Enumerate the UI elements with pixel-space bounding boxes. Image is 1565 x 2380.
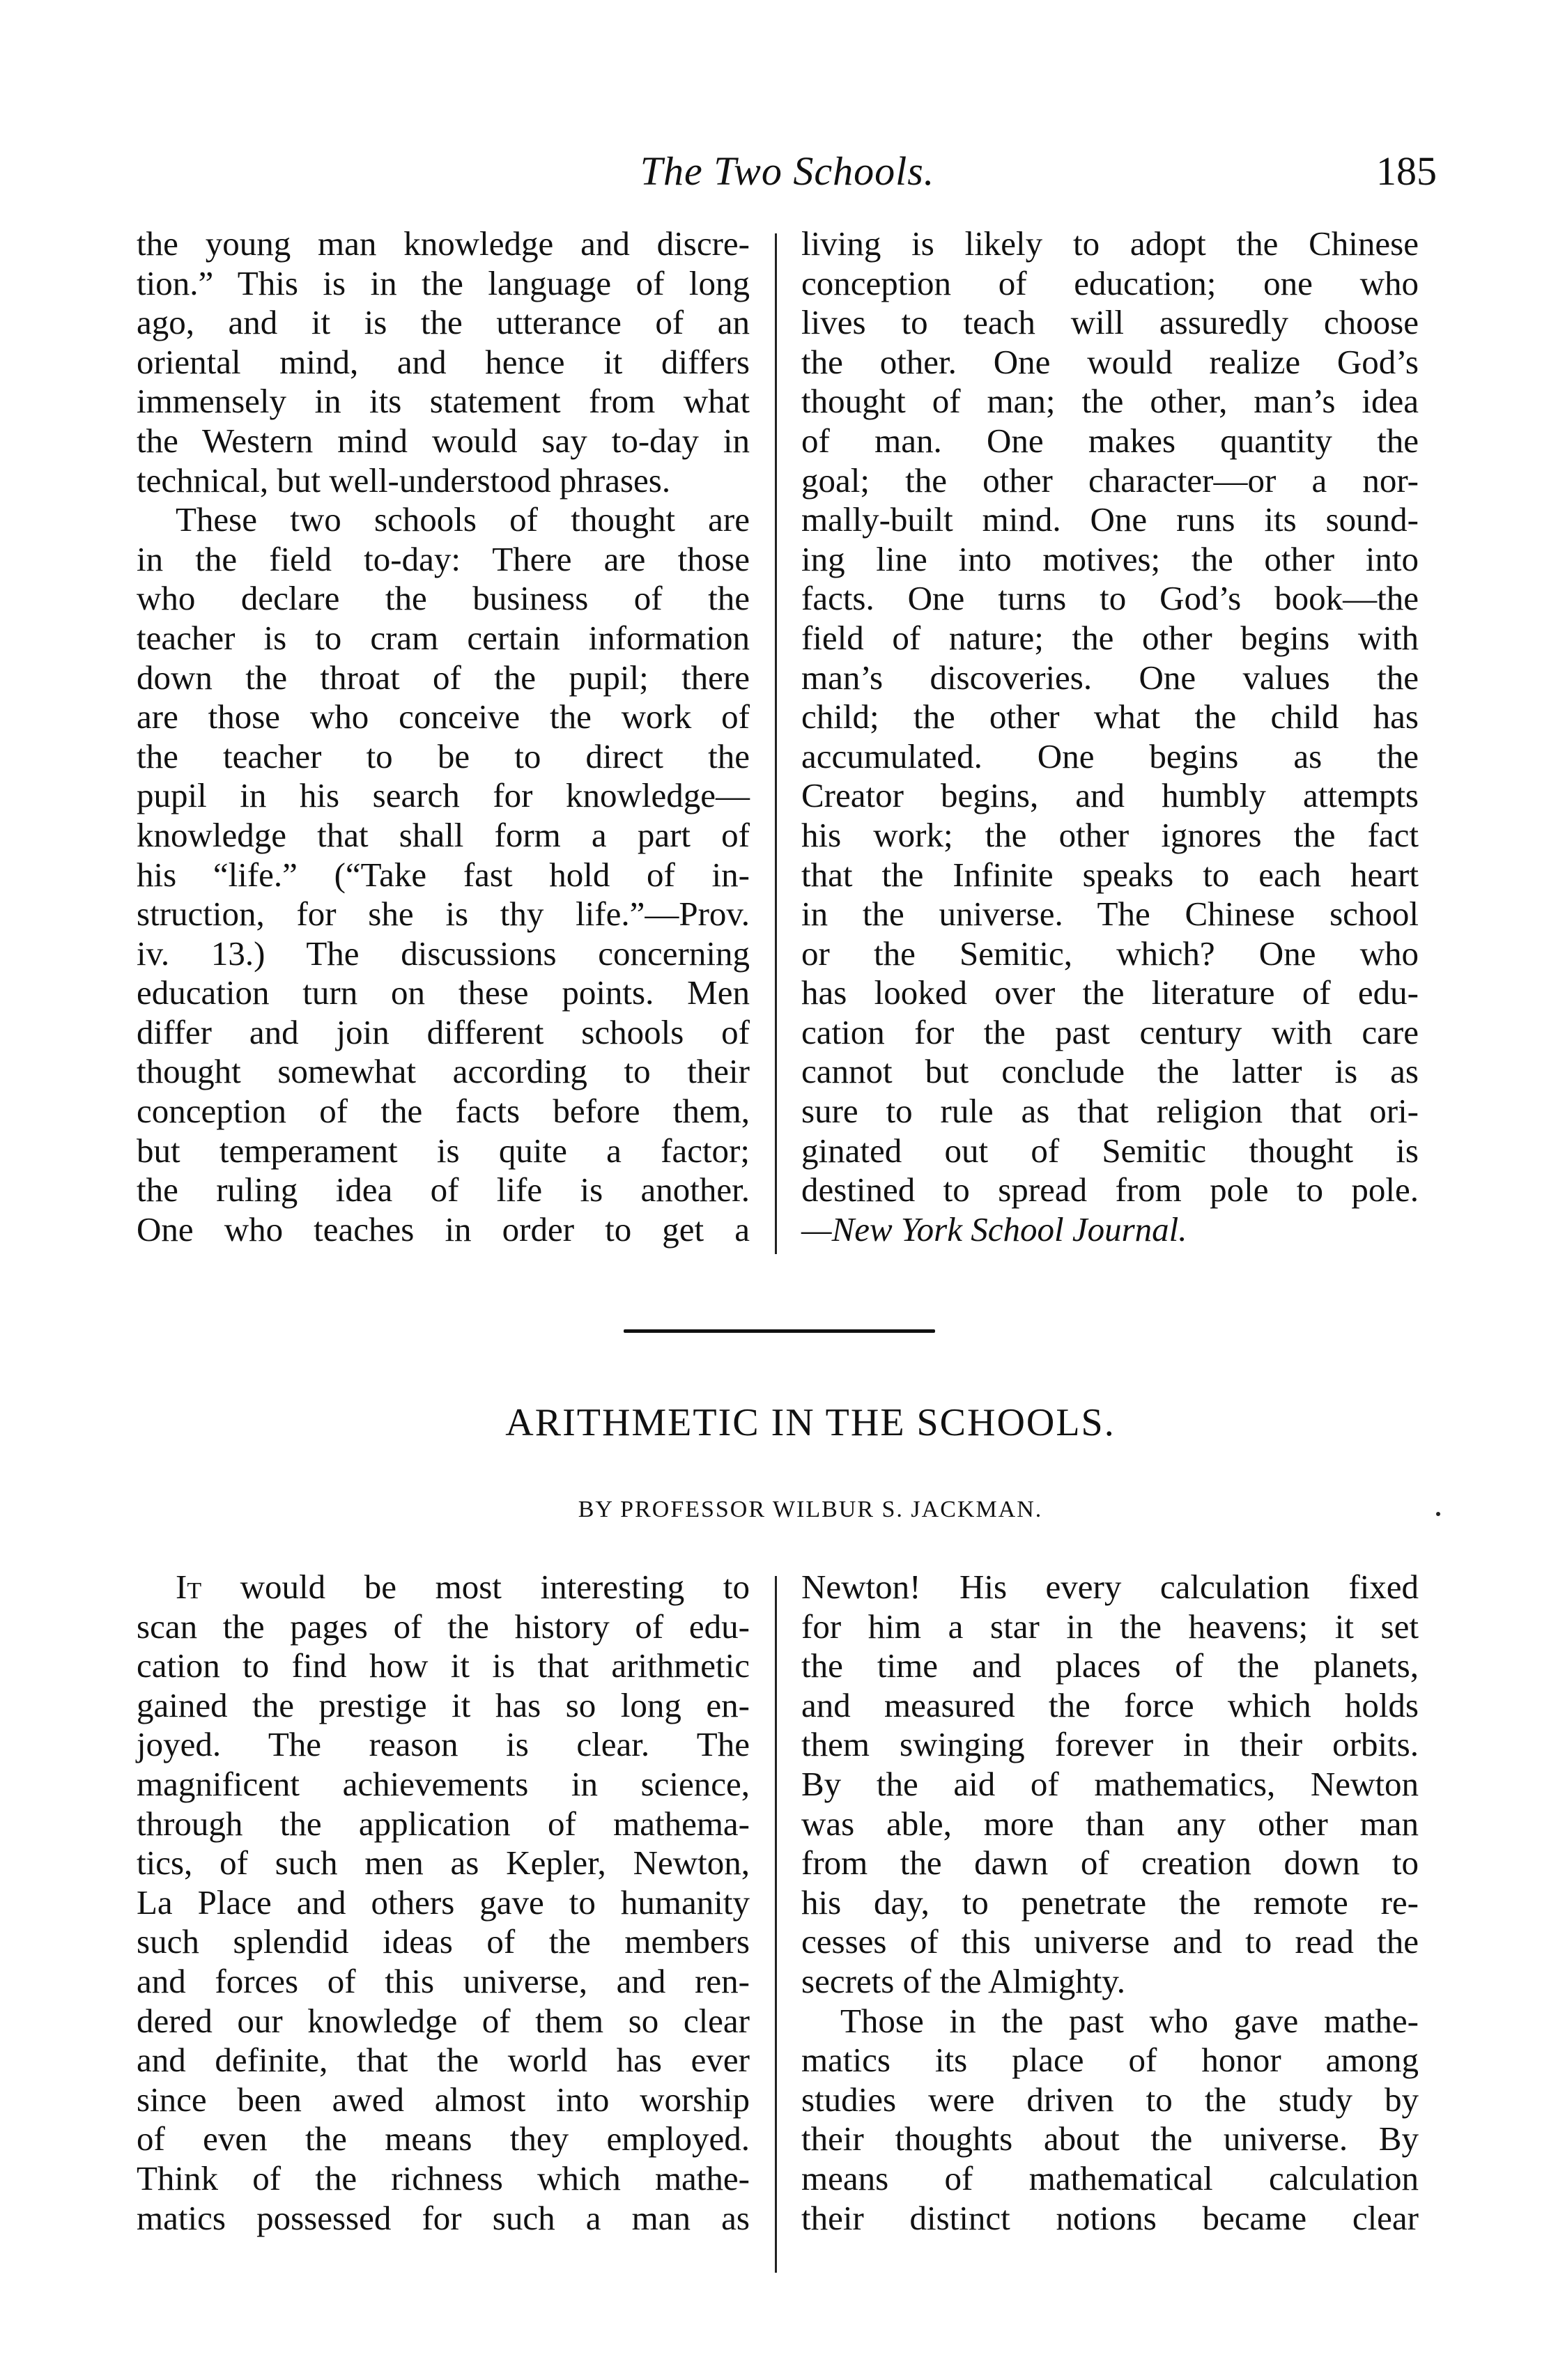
text-line: from the dawn of creation down to (801, 1844, 1419, 1883)
text-line: child; the other what the child has (801, 697, 1419, 736)
text-line: differ and join different schools of (137, 1012, 750, 1051)
text-line: One who teaches in order to get a (137, 1210, 750, 1249)
text-line: them swinging forever in their orbits. (801, 1725, 1419, 1764)
lead-word: It (176, 1568, 202, 1606)
text-line: ginated out of Semitic thought is (801, 1131, 1419, 1170)
article-right-column (801, 1568, 1419, 2238)
text-line: but temperament is quite a factor; (137, 1131, 750, 1170)
text-line: mally-built mind. One runs its sound- (801, 500, 1419, 539)
text-line: and forces of this universe, and ren- (137, 1961, 750, 2000)
text-line: matics possessed for such a man as (137, 2198, 750, 2237)
text-line: has looked over the literature of edu- (801, 973, 1419, 1012)
text-line: of man. One makes quantity the (801, 421, 1419, 460)
text-line: who declare the business of the (137, 579, 750, 618)
text-line: dered our knowledge of them so clear (137, 2001, 750, 2040)
text-line: their distinct notions became clear (801, 2198, 1419, 2237)
text-line: in the universe. The Chinese school (801, 895, 1419, 934)
text-line: Creator begins, and humbly attempts (801, 776, 1419, 815)
text-line: their thoughts about the universe. By (801, 2119, 1419, 2158)
text-line: ing line into motives; the other into (801, 539, 1419, 578)
lead-line-text: would be most interesting to (201, 1568, 750, 1606)
text-line: Think of the richness which mathe- (137, 2158, 750, 2197)
text-line: down the throat of the pupil; there (137, 658, 750, 697)
print-speck (1436, 1512, 1440, 1516)
text-line: living is likely to adopt the Chinese (801, 224, 1419, 263)
paragraph-start-line: Those in the past who gave mathe- (840, 2001, 1419, 2040)
text-line: secrets of the Almighty. (801, 1961, 1125, 2000)
text-line: the Western mind would say to-day in (137, 421, 750, 460)
previous-article-left-column (137, 224, 750, 1249)
text-line: the teacher to be to direct the (137, 736, 750, 775)
paragraph-start-line (137, 1568, 750, 1607)
column-divider (775, 233, 777, 1254)
text-line: through the application of mathema- (137, 1804, 750, 1843)
text-line: of even the means they employed. (137, 2119, 750, 2158)
paragraph-start-line: These two schools of thought are (176, 500, 750, 539)
column-divider (775, 1576, 777, 2273)
text-line: scan the pages of the history of edu- (137, 1607, 750, 1646)
text-line: education turn on these points. Men (137, 973, 750, 1012)
text-line: accumulated. One begins as the (801, 736, 1419, 775)
text-line: the ruling idea of life is another. (137, 1170, 750, 1210)
text-line: means of mathematical calculation (801, 2158, 1419, 2197)
text-line: magnificent achievements in science, (137, 1764, 750, 1803)
text-line: iv. 13.) The discussions concerning (137, 934, 750, 973)
text-line: teacher is to cram certain information (137, 618, 750, 657)
text-line: or the Semitic, which? One who (801, 934, 1419, 973)
text-line: the other. One would realize God’s (801, 342, 1419, 381)
text-line: conception of education; one who (801, 263, 1419, 302)
text-line: tics, of such men as Kepler, Newton, (137, 1844, 750, 1883)
text-line: matics its place of honor among (801, 2041, 1419, 2080)
text-line: La Place and others gave to humanity (137, 1883, 750, 1922)
text-line: was able, more than any other man (801, 1804, 1419, 1843)
text-line: and definite, that the world has ever (137, 2041, 750, 2080)
text-line: struction, for she is thy life.”—Prov. (137, 895, 750, 934)
text-line: his day, to penetrate the remote re- (801, 1883, 1419, 1922)
text-line: and measured the force which holds (801, 1685, 1419, 1724)
text-line: the young man knowledge and discre- (137, 224, 750, 263)
text-line: field of nature; the other begins with (801, 618, 1419, 657)
text-line: cation to find how it is that arithmetic (137, 1646, 750, 1685)
text-line: in the field to-day: There are those (137, 539, 750, 578)
text-line: goal; the other character—or a nor- (801, 461, 1419, 500)
text-line: conception of the facts before them, (137, 1092, 750, 1131)
text-line: lives to teach will assuredly choose (801, 303, 1419, 342)
text-line: the time and places of the planets, (801, 1646, 1419, 1685)
text-line: knowledge that shall form a part of (137, 815, 750, 854)
text-line: since been awed almost into worship (137, 2080, 750, 2119)
section-separator-rule (624, 1329, 935, 1333)
article-byline: BY PROFESSOR WILBUR S. JACKMAN. (578, 1497, 1043, 1522)
text-line: thought somewhat according to their (137, 1052, 750, 1091)
text-line: destined to spread from pole to pole. (801, 1170, 1419, 1210)
text-line: for him a star in the heavens; it set (801, 1607, 1419, 1646)
text-line: man’s discoveries. One values the (801, 658, 1419, 697)
text-line: cation for the past century with care (801, 1012, 1419, 1051)
text-line: pupil in his search for knowledge— (137, 776, 750, 815)
previous-article-right-column (801, 224, 1419, 1249)
page-number: 185 (1376, 148, 1437, 194)
text-line: facts. One turns to God’s book—the (801, 579, 1419, 618)
text-line: joyed. The reason is clear. The (137, 1725, 750, 1764)
text-line: immensely in its statement from what (137, 382, 750, 421)
source-attribution: —New York School Journal. (801, 1210, 1187, 1249)
text-line: thought of man; the other, man’s idea (801, 382, 1419, 421)
text-line: studies were driven to the study by (801, 2080, 1419, 2119)
text-line: oriental mind, and hence it differs (137, 342, 750, 381)
text-line: cesses of this universe and to read the (801, 1922, 1419, 1961)
text-line: tion.” This is in the language of long (137, 263, 750, 302)
text-line: cannot but conclude the latter is as (801, 1052, 1419, 1091)
text-line: his “life.” (“Take fast hold of in- (137, 855, 750, 894)
text-line: ago, and it is the utterance of an (137, 303, 750, 342)
text-line: that the Infinite speaks to each heart (801, 855, 1419, 894)
article-title: ARITHMETIC IN THE SCHOOLS. (505, 1401, 1116, 1444)
text-line: are those who conceive the work of (137, 697, 750, 736)
text-line: By the aid of mathematics, Newton (801, 1764, 1419, 1803)
text-line: Newton! His every calculation fixed (801, 1568, 1419, 1606)
text-line: such splendid ideas of the members (137, 1922, 750, 1961)
running-title: The Two Schools. (640, 148, 935, 194)
text-line: sure to rule as that religion that ori- (801, 1092, 1419, 1131)
text-line: gained the prestige it has so long en- (137, 1685, 750, 1724)
text-line: his work; the other ignores the fact (801, 815, 1419, 854)
article-left-column (137, 1568, 750, 2238)
text-line: technical, but well-understood phrases. (137, 461, 671, 500)
